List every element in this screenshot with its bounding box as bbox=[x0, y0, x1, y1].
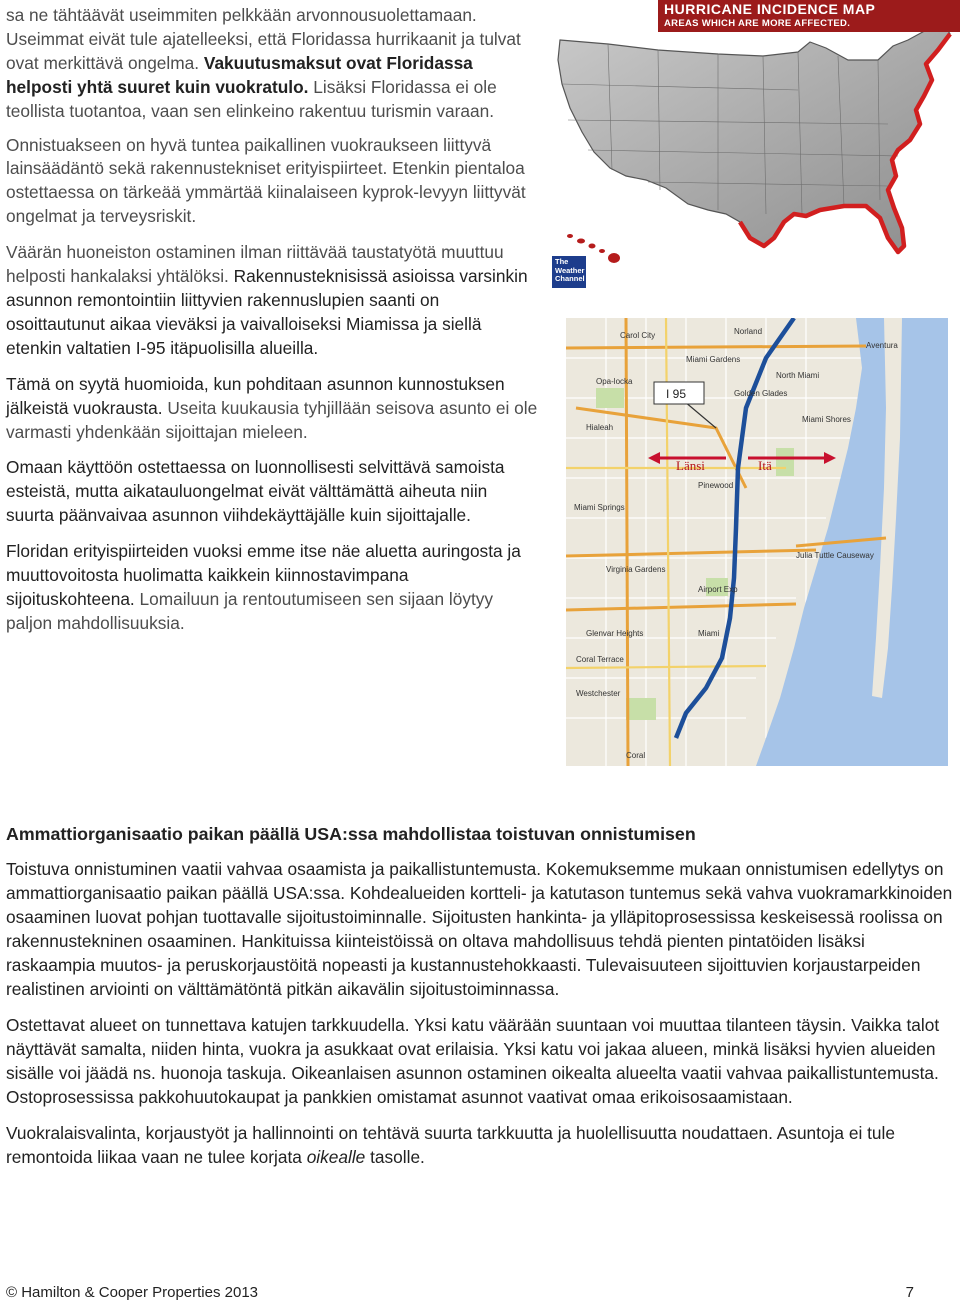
i95-label: I 95 bbox=[666, 387, 687, 401]
place-label: Carol City bbox=[620, 331, 656, 340]
italic-text: oikealle bbox=[306, 1147, 366, 1167]
text-span: Omaan käyttöön ostettaessa on luonnollisesti selvittävä samoista esteistä, mutta aikatauluongelmat eivät välttämättä aiheuta niin suurta päänvaivaa asunnon viihdekäyttäjälle kuin sijoittajalle. bbox=[6, 457, 505, 526]
place-label: Aventura bbox=[866, 341, 898, 350]
miami-map-graphic bbox=[566, 318, 948, 766]
paragraph-wrong-apartment bbox=[6, 241, 538, 361]
footer-copyright: © Hamilton & Cooper Properties 2013 bbox=[6, 1284, 259, 1301]
section-paragraph-3 bbox=[6, 1121, 954, 1169]
section-paragraph-1: Toistuva onnistuminen vaatii vahvaa osaamista ja paikallistuntemusta. Kokemuksemme mukaan onnistumisen edellytys on ammattiorganisaatio paikan päällä USA:ssa. Kohdealueiden kortteli- ja katutason tuntemus sekä vahva vuokramarkkinoiden osaaminen luovat pohjan tuottavalle sijoitustoiminnalle. Sijoitusten hankinta- ja ylläpitoprosessissa keskeisessä roolissa on rakennustekninen osaaminen. Hankituissa kiinteistöissä on oltava mahdollisuus tehdä pienten pintatöiden lisäksi raskaampia muutos- ja peruskorjaustöitä nopeasti ja kustannustehokkaasti. Tulevaisuuteen sijoittuvien korjaustarpeiden realistinen arviointi on välttämätöntä pitkän aikavälin sijoitustoiminnassa. bbox=[6, 859, 953, 999]
miami-street-map bbox=[566, 318, 948, 766]
hurricane-map-subtitle: AREAS WHICH ARE MORE AFFECTED. bbox=[664, 18, 851, 29]
place-label: Miami bbox=[698, 629, 720, 638]
place-label: Coral Terrace bbox=[576, 655, 624, 664]
hurricane-map-title-bar bbox=[658, 0, 960, 32]
place-label: Coral bbox=[626, 751, 646, 760]
place-label: Hialeah bbox=[586, 423, 614, 432]
section-paragraph-2: Ostettavat alueet on tunnettava katujen tarkkuudella. Yksi katu väärään suuntaan voi muuttaa tilanteen täysin. Vaikka talot näyttävät samalta, niiden hinta, vuokra ja asukkaat ovat erilaisia. Yksi katu voi jakaa alueen, minkä lisäksi hyvien alueiden sisälle voi jäädä ns. huonoja taskuja. Oikeanlaisen asunnon ostaminen oikealta alueelta vaatii vahvaa paikallistuntemusta. Ostoprosessissa pakkohuutokaupat ja pankkien omistamat asunnot vaativat omaa erikoisosaamistaan. bbox=[6, 1015, 940, 1107]
hurricane-map-title: HURRICANE INCIDENCE MAP bbox=[664, 1, 876, 17]
place-label: North Miami bbox=[776, 371, 820, 380]
west-label: Länsi bbox=[676, 458, 705, 473]
page-footer bbox=[6, 1284, 954, 1306]
text-span: Onnistuakseen on hyvä tuntea paikallinen vuokraukseen liittyvä lainsäädäntö sekä rakennustekniset erityispiirteet. Etenkin pientaloa ostettaessa on tärkeää ymmärtää kiinalaiseen kyprok-levyyn liittyvät ongelmat ja terveysriskit. bbox=[6, 134, 526, 227]
paragraph-insurance bbox=[6, 4, 538, 124]
place-label: Opa-locka bbox=[596, 377, 633, 386]
text-span: Lisäksi Floridassa ei ole teollista tuotantoa, vaan sen elinkeino rakentuu turismin varaan. bbox=[6, 76, 497, 121]
text-span: Lomailuun ja rentoutumiseen sen sijaan löytyy paljon mahdollisuuksia. bbox=[6, 588, 494, 633]
section-heading: Ammattiorganisaatio paikan päällä USA:ssa mahdollistaa toistuvan onnistumisen bbox=[6, 824, 696, 844]
place-label: Miami Shores bbox=[802, 415, 851, 424]
place-label: Westchester bbox=[576, 689, 621, 698]
paragraph-florida bbox=[6, 540, 538, 636]
text-span: Rakennusteknisissä asioissa varsinkin asunnon remontointiin liittyvien rakennuslupien saanti on osoittautunut aikaa vieväksi ja vaivalloiseksi Miamissa ja siellä etenkin valtatien I-95 itäpuolisilla alueilla. bbox=[6, 266, 528, 358]
paragraph-renting bbox=[6, 373, 538, 445]
text-span: Väärän huoneiston ostaminen ilman riittävää taustatyötä muuttuu helposti hankalaksi yhtälöksi. bbox=[6, 242, 504, 287]
left-column-text bbox=[6, 4, 538, 648]
section-professional-organisation bbox=[6, 822, 954, 1181]
page-number: 7 bbox=[905, 1284, 914, 1301]
hurricane-incidence-map bbox=[548, 0, 960, 300]
place-label: Miami Springs bbox=[574, 503, 625, 512]
paragraph-legislation bbox=[6, 134, 538, 230]
text-span: tasolle. bbox=[365, 1147, 425, 1167]
text-span: sa ne tähtäävät useimmiten pelkkään arvonnousuolettamaan. Useimmat eivät tule ajatelleeksi, että Floridassa hurrikaanit ja tulvat ovat merkittävä ongelma. bbox=[6, 5, 521, 73]
text-span: Floridan erityispiirteiden vuoksi emme itse näe aluetta auringosta ja muuttovoitosta huolimatta kaikkein kiinnostavimpana sijoituskohteena. bbox=[6, 541, 521, 609]
usa-map-graphic bbox=[548, 0, 960, 300]
place-label: Golden Glades bbox=[734, 389, 788, 398]
place-label: Airport Exp bbox=[698, 585, 738, 594]
place-label: Miami Gardens bbox=[686, 355, 741, 364]
place-label: Julia Tuttle Causeway bbox=[796, 551, 874, 560]
usa-landmass bbox=[558, 24, 950, 252]
text-span: Tämä on syytä huomioida, kun pohditaan asunnon kunnostuksen jälkeistä vuokrausta. bbox=[6, 373, 505, 418]
text-span: Useita kuukausia tyhjillään seisova asunto ei ole varmasti yhdenkään sijoittajan mieleen. bbox=[6, 397, 538, 442]
text-span: Vuokralaisvalinta, korjaustyöt ja hallinnointi on tehtävä suurta tarkkuutta ja huolellisuutta noudattaen. Asuntoja ei tule remontoida liikaa vaan ne tulee korjata bbox=[6, 1123, 895, 1167]
east-label: Itä bbox=[758, 458, 772, 473]
weather-channel-logo bbox=[552, 256, 586, 288]
paragraph-own-use bbox=[6, 456, 538, 528]
bold-text-span: Vakuutusmaksut ovat Floridassa helposti yhtä suuret kuin vuokratulo. bbox=[6, 52, 473, 97]
place-label: Glenvar Heights bbox=[586, 629, 644, 638]
place-label: Virginia Gardens bbox=[606, 565, 666, 574]
place-label: Pinewood bbox=[698, 481, 734, 490]
logo-text: The Weather Channel bbox=[555, 257, 585, 283]
place-label: Norland bbox=[734, 327, 763, 336]
